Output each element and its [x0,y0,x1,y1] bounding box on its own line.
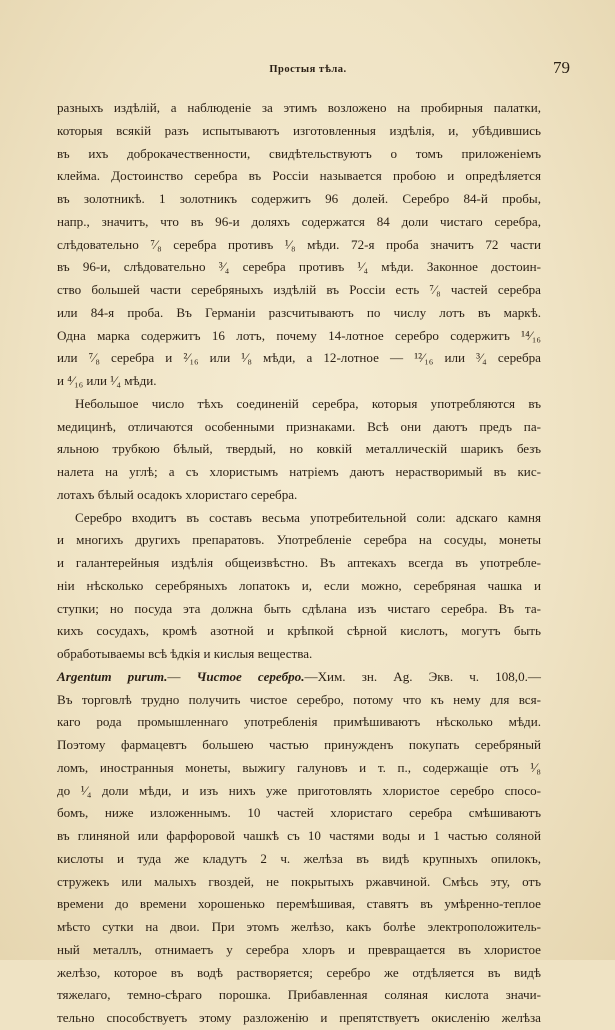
text-line: стружекъ или малыхъ гвоздей, не покрытыхъ ржавчиной. Смѣсь эту, отъ [57,873,541,889]
text-line: яльною трубкою бѣлый, твердый, но ковкій металлическій шарикъ безъ [57,441,541,457]
heading-latin: Argentum purum. [57,668,168,684]
text-line: Небольшое число тѣхъ соединеній серебра, которыя употребляются въ [75,395,541,411]
paragraph-block-1 [57,97,541,666]
text-line: Въ торговлѣ трудно получить чистое серебро, потому что къ нему для вся- [57,691,541,707]
text-line: и многихъ другихъ препаратовъ. Употребленіе серебра на сосуды, монеты [57,532,541,548]
page-header [58,58,570,82]
heading-russian: Чистое серебро. [196,668,305,684]
heading-dash: — [167,668,197,684]
text-line: разныхъ издѣлій, а наблюденіе за этимъ возложено на пробирныя палатки, [57,100,541,115]
text-line: или 84-я проба. Въ Германіи разсчитываютъ по числу лотъ въ маркѣ. [57,304,541,320]
text-line: Поэтому фармацевтъ большею частью принужденъ покупать серебряный [57,737,541,752]
text-line: клейма. Достоинство серебра въ Россіи называется пробою и опредѣляется [57,168,541,184]
body-text [57,97,541,1030]
text-line: обработываемы всѣ ѣдкія и кислыя вещества. [57,646,313,661]
text-line: которыя всякій разъ испытываютъ изготовленныя издѣлія, и, убѣдившись [57,122,541,138]
running-title: Простыя тѣла. [269,64,347,75]
text-line: бомъ, ниже изложеннымъ. 10 частей хлористаго серебра смѣшиваютъ [57,805,541,821]
text-line: и галантерейныя издѣлія общеизвѣстно. Въ аптекахъ всегда въ употребле- [57,555,541,570]
text-line: Серебро входитъ въ составъ весьма употребительной соли: адскаго камня [75,509,541,525]
text-line: до ¹⁄₄ доли мѣди, и изъ нихъ уже приготовлять хлористое серебро спосо- [57,782,541,798]
text-line: желѣзо, которое въ водѣ растворяется; серебро же отдѣляется въ видѣ [57,964,541,980]
text-line: каго рода промышленнаго употребленія примѣшиваютъ нѣсколько мѣди. [57,714,541,730]
text-line: налета на углѣ; а съ хлористымъ натріемъ даютъ нерастворимый въ кис- [57,464,541,479]
text-line: или ⁷⁄₈ серебра и ²⁄₁₆ или ¹⁄₈ мѣди, а 12-лотное — ¹²⁄₁₆ или ³⁄₄ серебра [57,350,541,366]
text-line: ступки; но посуда эта должна быть сдѣлана изъ чистаго серебра. Въ та- [57,600,541,616]
text-line: и ⁴⁄₁₆ или ¹⁄₄ мѣди. [57,373,157,388]
text-line: медицинѣ, отличаются особенными признаками. Всѣ они даютъ предъ па- [57,418,541,434]
text-line: ломъ, иностранныя монеты, выжигу галуновъ и т. п., содержащіе отъ ¹⁄₈ [57,759,541,775]
text-line: слѣдовательно ⁷⁄₈ серебра противъ ¹⁄₈ мѣди. 72-я проба значитъ 72 части [57,236,541,252]
text-line: въ ихъ доброкачественности, свидѣтельствуютъ о томъ приложеніемъ [57,145,541,161]
text-line: тяжелаго, темно-сѣраго порошка. Прибавленная соляная кислота значи- [57,987,541,1003]
heading-rest: —Хим. зн. Ag. Экв. ч. 108,0.— [304,668,541,684]
text-line: мѣсто сутки на двои. При этомъ желѣзо, какъ болѣе электроположитель- [57,919,541,934]
text-line: въ 96-и, слѣдовательно ³⁄₄ серебра противъ ¹⁄₄ мѣди. Законное достоин- [57,259,541,275]
text-line: кихъ сосудахъ, кромѣ азотной и крѣпкой сѣрной кислотъ, могутъ быть [57,623,541,639]
page-number: 79 [553,58,570,77]
text-line: напр., значитъ, что въ 96-и доляхъ содержатся 84 доли чистаго серебра, [57,213,541,229]
text-line: въ золотникѣ. 1 золотникъ содержитъ 96 долей. Серебро 84-й пробы, [57,191,541,206]
paragraph-block-2 [57,689,541,1030]
text-line: тельно способствуетъ этому разложенію и препятствуетъ окисленію желѣза [57,1010,541,1025]
text-line: времени до времени хорошенько перемѣшивая, ставятъ въ умѣренно-теплое [57,896,541,912]
text-line: ство большей части серебряныхъ издѣлій въ Россіи есть ⁷⁄₈ частей серебра [57,282,541,297]
text-line: лотахъ бѣлый осадокъ хлористаго серебра. [57,486,298,502]
text-line: въ глиняной или фарфоровой чашкѣ съ 10 частями воды и 1 частью соляной [57,828,541,843]
text-line: кислоты и туда же кладутъ 2 ч. желѣза въ видѣ крупныхъ опилокъ, [57,850,541,866]
text-line: ніи нѣсколько серебряныхъ лопатокъ и, если можно, серебряная чашка и [57,577,541,593]
text-line: Одна марка содержитъ 16 лотъ, почему 14-лотное серебро содержитъ ¹⁴⁄₁₆ [57,327,541,343]
section-heading [57,666,541,689]
text-line: ный металлъ, отнимаетъ у серебра хлоръ и превращается въ хлористое [57,941,541,957]
